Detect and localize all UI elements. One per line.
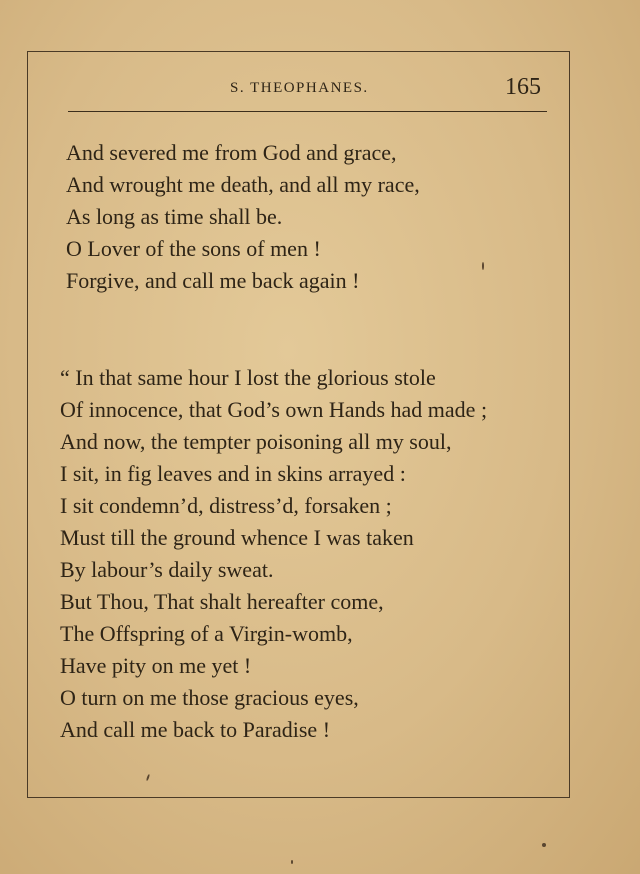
ink-speck	[482, 262, 484, 270]
verse-line: “ In that same hour I lost the glorious stole	[60, 365, 436, 390]
verse-line: I sit condemn’d, distress’d, forsaken ;	[60, 493, 392, 518]
verse-line: And wrought me death, and all my race,	[66, 172, 420, 197]
verse-line: Must till the ground whence I was taken	[60, 525, 414, 550]
stanza-1	[66, 137, 420, 297]
verse-line: And now, the tempter poisoning all my soul,	[60, 429, 452, 454]
verse-line: The Offspring of a Virgin-womb,	[60, 621, 353, 646]
verse-line: Of innocence, that God’s own Hands had made ;	[60, 397, 488, 422]
verse-line: Forgive, and call me back again !	[66, 268, 360, 293]
ink-speck	[542, 843, 546, 847]
verse-line: I sit, in fig leaves and in skins arrayed :	[60, 461, 406, 486]
header-rule	[68, 111, 547, 112]
verse-line: O turn on me those gracious eyes,	[60, 685, 359, 710]
verse-line: By labour’s daily sweat.	[60, 557, 274, 582]
verse-line: O Lover of the sons of men !	[66, 236, 321, 261]
verse-line: And severed me from God and grace,	[66, 140, 397, 165]
stanza-2	[60, 362, 487, 746]
running-title: S. THEOPHANES.	[230, 80, 369, 96]
verse-line: Have pity on me yet !	[60, 653, 252, 678]
verse-line: And call me back to Paradise !	[60, 717, 331, 742]
verse-line: As long as time shall be.	[66, 204, 283, 229]
page-number: 165	[505, 74, 541, 100]
ink-speck	[291, 860, 293, 864]
verse-line: But Thou, That shalt hereafter come,	[60, 589, 384, 614]
